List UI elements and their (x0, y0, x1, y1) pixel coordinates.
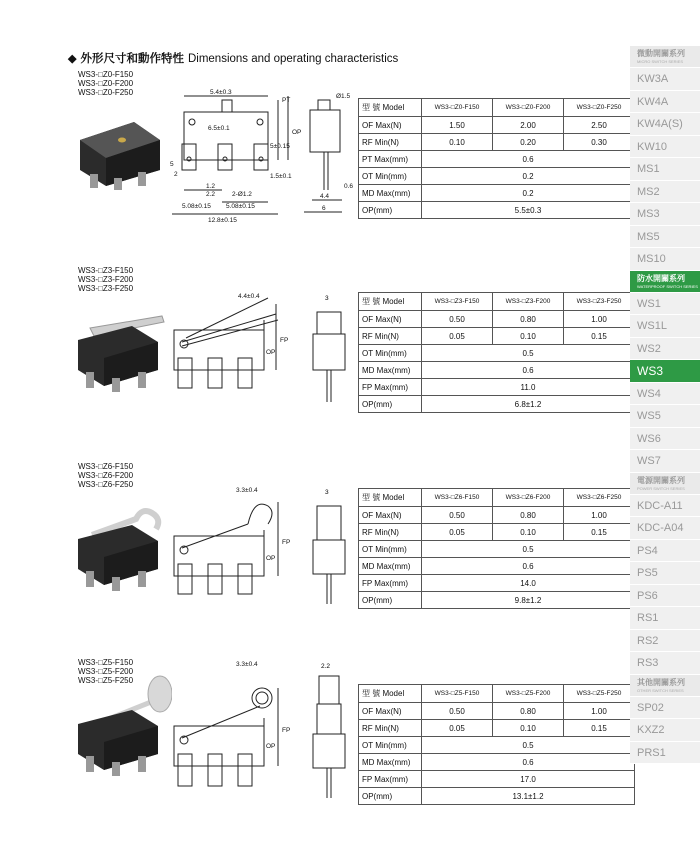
model-name: WS3-□Z0-F150 (78, 70, 134, 79)
title-cn: 外形尺寸和動作特性 (80, 53, 184, 65)
dim-label: 1.5±0.1 (270, 173, 292, 180)
value-cell: 0.05 (422, 720, 493, 737)
value-cell: 0.5 (422, 345, 635, 362)
title-en: Dimensions and operating characteristics (187, 53, 399, 65)
row-label: RF Min(N) (359, 134, 422, 151)
sidebar-item-ws7[interactable]: WS7 (630, 450, 700, 473)
drawing-front (168, 658, 298, 803)
value-cell: 1.50 (422, 117, 493, 134)
row-label: RF Min(N) (359, 328, 422, 345)
row-label: FP Max(mm) (359, 771, 422, 788)
category-micro-switch (630, 46, 700, 68)
value-cell: 0.6 (422, 151, 635, 168)
row-label: PT Max(mm) (359, 151, 422, 168)
value-cell: 5.5±0.3 (422, 202, 635, 219)
category-power-switch (630, 473, 700, 495)
dim-label: FP (280, 337, 289, 344)
category-other-switch (630, 675, 700, 697)
drawing-side (305, 658, 355, 803)
dim-label: 3.3±0.4 (236, 661, 258, 668)
dim-label: 1.2 (206, 183, 216, 190)
row-label: OT Min(mm) (359, 168, 422, 185)
header-cell: 型 號 Model (359, 293, 422, 311)
drawing-side (305, 290, 355, 410)
dim-label: PT (282, 97, 291, 104)
dim-label: 2.2 (321, 663, 331, 670)
value-cell: 0.10 (493, 328, 564, 345)
dim-label: OP (292, 129, 302, 136)
sidebar-item-ms1[interactable]: MS1 (630, 158, 700, 181)
value-cell: 1.00 (564, 311, 635, 328)
category-title: 防水開關系列 (637, 273, 685, 283)
model-name: WS3-□Z0-F200 (78, 79, 134, 88)
dim-label: 3 (325, 295, 329, 302)
value-cell: 0.15 (564, 720, 635, 737)
sidebar-item-ms2[interactable]: MS2 (630, 181, 700, 204)
sidebar-item-kdc-a04[interactable]: KDC-A04 (630, 517, 700, 540)
value-cell: 0.10 (422, 134, 493, 151)
switch-photo (72, 312, 168, 404)
value-cell: 0.2 (422, 168, 635, 185)
category-subtitle: OTHER SWITCH SERIES (637, 687, 684, 693)
sidebar-item-ms5[interactable]: MS5 (630, 226, 700, 249)
value-cell: 0.20 (493, 134, 564, 151)
row-label: FP Max(mm) (359, 379, 422, 396)
dim-label: 6.5±0.1 (208, 125, 230, 132)
row-label: OP(mm) (359, 592, 422, 609)
header-cell: WS3-□Z5-F250 (564, 685, 635, 703)
dim-label: 5.08±0.15 (226, 203, 255, 210)
value-cell: 0.80 (493, 703, 564, 720)
model-name: WS3-□Z5-F150 (78, 658, 134, 667)
sidebar-item-ws1[interactable]: WS1 (630, 293, 700, 316)
sidebar-item-ms3[interactable]: MS3 (630, 203, 700, 226)
category-title: 微動開關系列 (637, 49, 685, 58)
value-cell: 0.50 (422, 311, 493, 328)
category-waterproof-switch (630, 271, 700, 293)
header-cell: 型 號 Model (359, 685, 422, 703)
row-label: OF Max(N) (359, 507, 422, 524)
value-cell: 0.05 (422, 524, 493, 541)
row-label: RF Min(N) (359, 720, 422, 737)
dim-label: OP (266, 555, 276, 562)
model-name: WS3-□Z0-F250 (78, 88, 134, 97)
sidebar-item-ps6[interactable]: PS6 (630, 585, 700, 608)
dim-label: FP (282, 539, 291, 546)
value-cell: 14.0 (422, 575, 635, 592)
value-cell: 0.10 (493, 720, 564, 737)
row-label: MD Max(mm) (359, 362, 422, 379)
spec-table (358, 488, 635, 609)
dim-label: FP (282, 727, 291, 734)
model-list (78, 266, 133, 293)
value-cell: 0.05 (422, 328, 493, 345)
spec-table (358, 98, 635, 219)
sidebar-item-sp02[interactable]: SP02 (630, 697, 700, 720)
value-cell: 0.5 (422, 541, 635, 558)
row-label: OP(mm) (359, 202, 422, 219)
sidebar-item-ps5[interactable]: PS5 (630, 562, 700, 585)
sidebar-item-ws1l[interactable]: WS1L (630, 315, 700, 338)
sidebar-item-kw3a[interactable]: KW3A (630, 68, 700, 91)
value-cell: 0.2 (422, 185, 635, 202)
row-label: OT Min(mm) (359, 541, 422, 558)
sidebar-item-ws2[interactable]: WS2 (630, 338, 700, 361)
sidebar-item-rs1[interactable]: RS1 (630, 607, 700, 630)
dim-label: 2 (174, 171, 178, 178)
value-cell: 6.8±1.2 (422, 396, 635, 413)
dim-label: OP (266, 349, 276, 356)
switch-photo (72, 672, 172, 784)
row-label: OP(mm) (359, 788, 422, 805)
sidebar-item-prs1[interactable]: PRS1 (630, 742, 700, 765)
drawing-front (168, 290, 298, 410)
category-subtitle: POWER SWITCH SERIES (637, 485, 685, 491)
header-cell: 型 號 Model (359, 489, 422, 507)
spec-table (358, 684, 635, 805)
drawing-side (305, 484, 355, 608)
switch-photo (72, 505, 172, 600)
value-cell: 2.50 (564, 117, 635, 134)
value-cell: 17.0 (422, 771, 635, 788)
category-title: 其他開關系列 (637, 677, 685, 687)
value-cell: 1.00 (564, 507, 635, 524)
dim-label: OP (266, 743, 276, 750)
row-label: OF Max(N) (359, 703, 422, 720)
sidebar-item-kw4a-s[interactable]: KW4A(S) (630, 113, 700, 136)
value-cell: 0.6 (422, 558, 635, 575)
switch-photo (76, 118, 166, 190)
spec-table (358, 292, 635, 413)
header-cell: WS3-□Z5-F150 (422, 685, 493, 703)
value-cell: 0.30 (564, 134, 635, 151)
header-cell: WS3-□Z6-F250 (564, 489, 635, 507)
value-cell: 0.6 (422, 754, 635, 771)
row-label: OT Min(mm) (359, 345, 422, 362)
header-cell: WS3-□Z3-F150 (422, 293, 493, 311)
dim-label: 5.4±0.3 (210, 89, 232, 96)
value-cell: 13.1±1.2 (422, 788, 635, 805)
value-cell: 0.5 (422, 737, 635, 754)
model-name: WS3-□Z6-F200 (78, 471, 134, 480)
sidebar-item-kdc-a11[interactable]: KDC-A11 (630, 495, 700, 518)
sidebar-item-ps4[interactable]: PS4 (630, 540, 700, 563)
page-title (68, 50, 398, 66)
sidebar-item-rs2[interactable]: RS2 (630, 630, 700, 653)
header-cell: 型 號 Model (359, 99, 422, 117)
dim-label: 4.4±0.4 (238, 293, 260, 300)
value-cell: 0.80 (493, 507, 564, 524)
sidebar-item-ws3[interactable]: WS3 (630, 360, 700, 383)
value-cell: 0.50 (422, 703, 493, 720)
header-cell: WS3-□Z6-F150 (422, 489, 493, 507)
drawing-front (168, 484, 298, 608)
dim-label: 2.2 (206, 191, 216, 198)
model-name: WS3-□Z6-F250 (78, 480, 134, 489)
diamond-icon: ◆ (68, 53, 77, 65)
value-cell: 0.50 (422, 507, 493, 524)
header-cell: WS3-□Z6-F200 (493, 489, 564, 507)
value-cell: 0.15 (564, 328, 635, 345)
header-cell: WS3-□Z0-F200 (493, 99, 564, 117)
value-cell: 1.00 (564, 703, 635, 720)
sidebar-item-kw10[interactable]: KW10 (630, 136, 700, 159)
value-cell: 9.8±1.2 (422, 592, 635, 609)
row-label: RF Min(N) (359, 524, 422, 541)
row-label: MD Max(mm) (359, 754, 422, 771)
dim-label: 5±0.15 (270, 143, 290, 150)
header-cell: WS3-□Z0-F250 (564, 99, 635, 117)
model-name: WS3-□Z3-F250 (78, 284, 134, 293)
dim-label: 3.3±0.4 (236, 487, 258, 494)
sidebar-item-ws5[interactable]: WS5 (630, 405, 700, 428)
sidebar-item-rs3[interactable]: RS3 (630, 652, 700, 675)
dim-label: 12.8±0.15 (208, 217, 237, 224)
dim-label: 0.6 (344, 183, 354, 190)
dim-label: 3 (325, 489, 329, 496)
model-name: WS3-□Z5-F200 (78, 667, 134, 676)
row-label: MD Max(mm) (359, 185, 422, 202)
sidebar-item-ws6[interactable]: WS6 (630, 428, 700, 451)
row-label: OP(mm) (359, 396, 422, 413)
dim-label: 6 (322, 205, 326, 212)
dim-label: 4.4 (320, 193, 330, 200)
value-cell: 0.10 (493, 524, 564, 541)
dim-label: 5 (170, 161, 174, 168)
model-name: WS3-□Z5-F250 (78, 676, 134, 685)
dim-label: 5.08±0.15 (182, 203, 211, 210)
value-cell: 0.80 (493, 311, 564, 328)
sidebar-item-kw4a[interactable]: KW4A (630, 91, 700, 114)
header-cell: WS3-□Z3-F250 (564, 293, 635, 311)
header-cell: WS3-□Z0-F150 (422, 99, 493, 117)
sidebar-item-ms10[interactable]: MS10 (630, 248, 700, 271)
model-name: WS3-□Z6-F150 (78, 462, 134, 471)
value-cell: 2.00 (493, 117, 564, 134)
row-label: FP Max(mm) (359, 575, 422, 592)
header-cell: WS3-□Z5-F200 (493, 685, 564, 703)
drawing-side (298, 90, 360, 220)
row-label: OT Min(mm) (359, 737, 422, 754)
header-cell: WS3-□Z3-F200 (493, 293, 564, 311)
value-cell: 11.0 (422, 379, 635, 396)
series-sidebar (630, 46, 700, 764)
category-subtitle: MICRO SWITCH SERIES (637, 59, 684, 64)
row-label: MD Max(mm) (359, 558, 422, 575)
category-title: 電源開關系列 (637, 475, 685, 485)
model-list (78, 70, 133, 97)
value-cell: 0.6 (422, 362, 635, 379)
model-list (78, 462, 133, 489)
sidebar-item-kxz2[interactable]: KXZ2 (630, 719, 700, 742)
model-name: WS3-□Z3-F200 (78, 275, 134, 284)
sidebar-item-ws4[interactable]: WS4 (630, 383, 700, 406)
row-label: OF Max(N) (359, 117, 422, 134)
category-subtitle: WATERPROOF SWITCH SERIES (637, 283, 698, 289)
dim-label: Ø1.5 (336, 93, 351, 100)
model-name: WS3-□Z3-F150 (78, 266, 134, 275)
dim-label: 2-Ø1.2 (232, 191, 252, 198)
value-cell: 0.15 (564, 524, 635, 541)
row-label: OF Max(N) (359, 311, 422, 328)
